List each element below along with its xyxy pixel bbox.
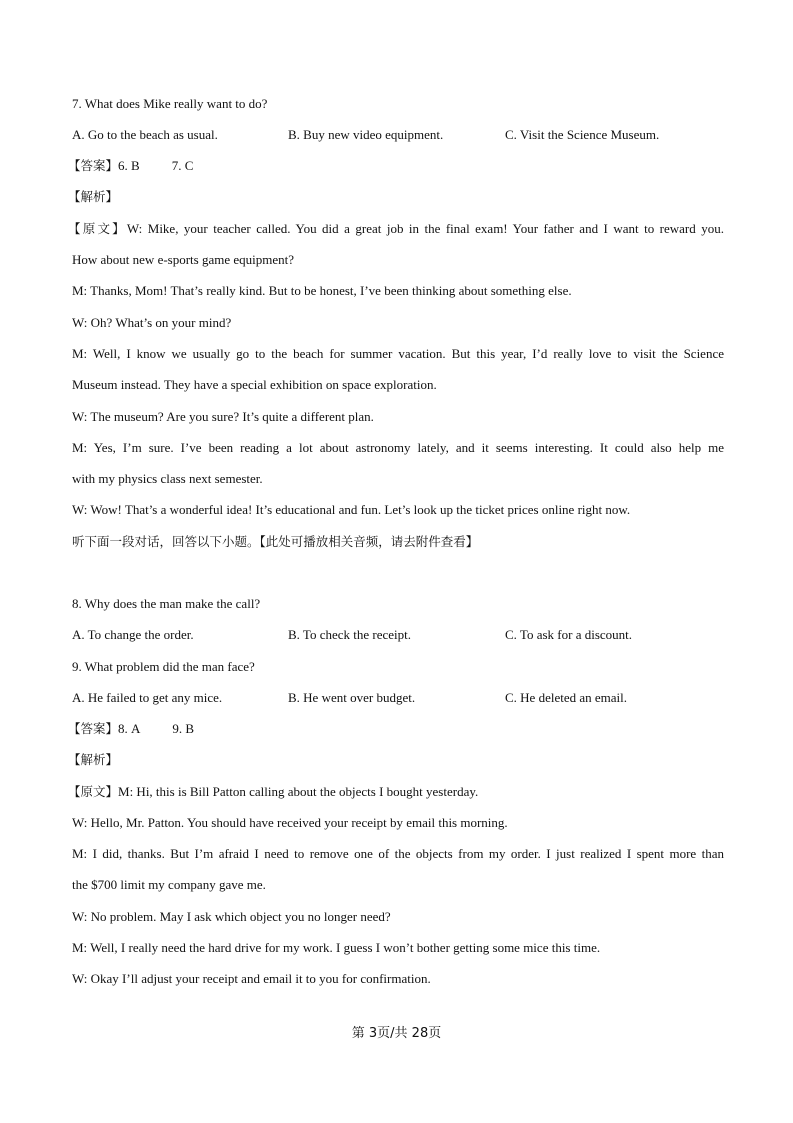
page-footer: 第 3页/共 28页 — [351, 1026, 442, 1041]
analysis-label-1 — [68, 189, 720, 205]
transcript-1-line-7: M: Yes, I’m sure. I’ve been reading a lot about astronomy lately, and it seems interesting. It could also help me — [72, 440, 724, 455]
listening-instruction: 听下面一段对话，回答以下小题。【此处可播放相关音频，请去附件查看】 — [72, 534, 479, 549]
analysis-label: 【解析】 — [68, 189, 119, 204]
transcript-1-line-1: How about new e-sports game equipment? — [72, 252, 295, 267]
answer-line-1 — [68, 158, 720, 174]
question-8: 8. Why does the man make the call? — [72, 596, 261, 611]
answer-9: 9. B — [172, 721, 195, 736]
transcript-1-line-4: M: Well, I know we usually go to the beach for summer vacation. But this year, I’d really love to visit the Science — [72, 346, 724, 361]
transcript-1-line-5: Museum instead. They have a special exhibition on space exploration. — [72, 377, 437, 392]
original-label-2: 【原文】 — [68, 784, 119, 799]
option-7a: A. Go to the beach as usual. — [72, 127, 218, 142]
transcript-2-line-6: W: Okay I’ll adjust your receipt and email it to you for confirmation. — [72, 971, 431, 986]
transcript-2-text-0: M: Hi, this is Bill Patton calling about the objects I bought yesterday. — [118, 784, 479, 799]
answer-7: 7. C — [171, 158, 194, 173]
option-8a: A. To change the order. — [72, 627, 194, 642]
option-9c: C. He deleted an email. — [505, 690, 628, 705]
original-label: 【原文】 — [68, 221, 127, 236]
transcript-1-line-8: with my physics class next semester. — [72, 471, 263, 486]
answer-label: 【答案】 — [68, 158, 119, 173]
transcript-2-line-2: M: I did, thanks. But I’m afraid I need to remove one of the objects from my order. I just realized I spent more than — [72, 846, 724, 861]
option-9a: A. He failed to get any mice. — [72, 690, 223, 705]
option-8b: B. To check the receipt. — [288, 627, 412, 642]
answer-label-2: 【答案】 — [68, 721, 119, 736]
answer-8: 8. A — [118, 721, 141, 736]
transcript-2-line-0 — [68, 784, 720, 800]
transcript-1-line-0 — [68, 221, 724, 237]
transcript-2-line-3: the $700 limit my company gave me. — [72, 877, 266, 892]
transcript-2-line-5: M: Well, I really need the hard drive for my work. I guess I won’t bother getting some mice this time. — [72, 940, 601, 955]
option-8c: C. To ask for a discount. — [505, 627, 633, 642]
transcript-2-line-1: W: Hello, Mr. Patton. You should have received your receipt by email this morning. — [72, 815, 508, 830]
question-9: 9. What problem did the man face? — [72, 659, 255, 674]
transcript-1-line-2: M: Thanks, Mom! That’s really kind. But to be honest, I’ve been thinking about something else. — [72, 283, 572, 298]
answer-6: 6. B — [118, 158, 140, 173]
option-7c: C. Visit the Science Museum. — [505, 127, 660, 142]
transcript-1-line-3: W: Oh? What’s on your mind? — [72, 315, 232, 330]
question-7: 7. What does Mike really want to do? — [72, 96, 268, 111]
answer-line-2 — [68, 721, 720, 737]
transcript-1-line-9: W: Wow! That’s a wonderful idea! It’s educational and fun. Let’s look up the ticket prices online right now. — [72, 502, 631, 517]
analysis-label-2 — [68, 752, 720, 768]
transcript-1-text-0: W: Mike, your teacher called. You did a great job in the final exam! Your father and I want to reward you. — [126, 221, 724, 236]
analysis-label-text: 【解析】 — [68, 752, 119, 767]
transcript-1-line-6: W: The museum? Are you sure? It’s quite a different plan. — [72, 409, 374, 424]
option-7b: B. Buy new video equipment. — [288, 127, 444, 142]
option-9b: B. He went over budget. — [288, 690, 416, 705]
transcript-2-line-4: W: No problem. May I ask which object you no longer need? — [72, 909, 391, 924]
